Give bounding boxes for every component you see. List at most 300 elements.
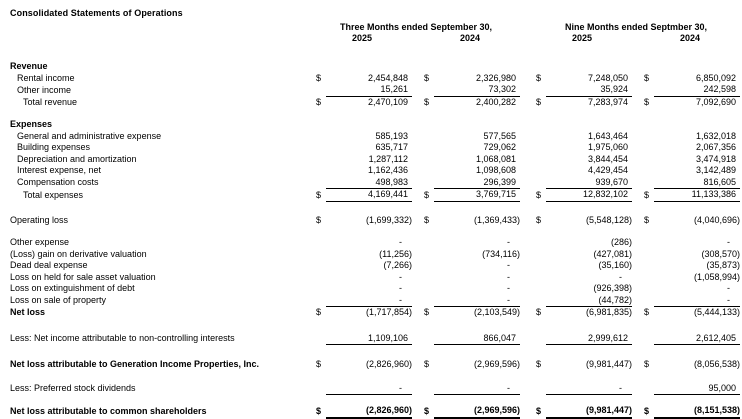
empty-cell: [640, 142, 654, 154]
value-cell: -: [546, 383, 632, 395]
spacer-row: [0, 395, 742, 406]
table-row: [0, 405, 742, 418]
table-row: [0, 283, 742, 295]
gap-cell: [412, 405, 420, 418]
table-row: [0, 295, 742, 307]
value-cell: -: [727, 237, 731, 247]
value-cell: 866,047: [434, 333, 520, 345]
gap-cell: [412, 154, 420, 166]
value-cell: 4,429,454: [587, 165, 629, 175]
gap-cell: [632, 73, 640, 85]
value-cell: 3,769,715: [434, 189, 520, 202]
row-label: Net loss attributable to common shareholders: [10, 406, 207, 416]
empty-cell: [532, 154, 546, 166]
spacer-row: [0, 319, 742, 333]
gap-cell: [632, 333, 640, 345]
empty-cell: [420, 283, 434, 295]
value-cell: (926,398): [593, 283, 633, 293]
gap-cell: [632, 189, 640, 202]
value-cell: 1,632,018: [695, 130, 737, 141]
gap-cell: [632, 96, 640, 108]
gap-cell: [520, 73, 532, 85]
value-cell: 7,248,050: [587, 72, 629, 83]
row-label: Total expenses: [23, 189, 84, 200]
gap-cell: [632, 283, 640, 295]
value-cell: (1,699,332): [365, 214, 412, 225]
empty-cell: [312, 165, 326, 177]
year-header: 2025: [572, 33, 593, 43]
table-row: [0, 96, 742, 108]
empty-cell: [640, 272, 654, 284]
value-cell: 1,098,608: [475, 165, 517, 175]
gap-cell: [632, 359, 640, 371]
spacer-row: [0, 108, 742, 119]
value-cell: 577,565: [483, 130, 517, 141]
empty-cell: [640, 165, 654, 177]
empty-cell: [420, 131, 434, 143]
empty-cell: [640, 383, 654, 395]
empty-cell: [312, 154, 326, 166]
empty-cell: [532, 142, 546, 154]
value-cell: -: [434, 383, 520, 395]
gap-cell: [520, 272, 532, 284]
empty-cell: [420, 165, 434, 177]
gap-cell: [632, 383, 640, 395]
empty-cell: [420, 84, 434, 96]
gap-cell: [520, 177, 532, 189]
gap-cell: [412, 96, 420, 108]
dollar-sign: $: [644, 189, 650, 200]
value-cell: 2,470,109: [367, 96, 408, 107]
gap-cell: [520, 359, 532, 371]
empty-cell: [532, 165, 546, 177]
gap-cell: [412, 383, 420, 395]
gap-cell: [412, 283, 420, 295]
value-cell: 7,092,690: [695, 96, 737, 107]
dollar-sign: $: [424, 96, 430, 107]
dollar-sign: $: [424, 214, 430, 225]
gap-cell: [412, 272, 420, 284]
empty-cell: [640, 283, 654, 295]
gap-cell: [412, 73, 420, 85]
header-gap: [632, 33, 640, 44]
empty-cell: [312, 131, 326, 143]
spacer-row: [0, 226, 742, 237]
value-cell: (9,981,447): [585, 359, 633, 369]
gap-cell: [520, 142, 532, 154]
value-cell: -: [326, 383, 412, 395]
value-cell: (2,103,549): [473, 307, 521, 317]
value-cell: (734,116): [482, 248, 521, 259]
gap-cell: [632, 165, 640, 177]
gap-cell: [632, 295, 640, 307]
statement-table: [0, 22, 742, 419]
row-label: Total revenue: [23, 96, 78, 107]
empty-cell: [312, 237, 326, 249]
row-label: Other income: [17, 84, 72, 95]
value-cell: (9,981,447): [546, 405, 632, 418]
section-header-row: [0, 119, 742, 131]
empty-cell: [312, 177, 326, 189]
empty-cell: [420, 142, 434, 154]
empty-cell: [312, 333, 326, 345]
spacer-cell: [0, 395, 742, 406]
header-bottom-spacer: [0, 44, 742, 61]
row-label: Loss on extinguishment of debt: [10, 283, 135, 293]
table-row: [0, 215, 742, 227]
value-cell: 4,169,441: [326, 189, 412, 202]
table-row: [0, 237, 742, 249]
empty-cell: [532, 272, 546, 284]
empty-cell: [640, 295, 654, 307]
value-cell: 2,999,612: [546, 333, 632, 345]
table-row: [0, 177, 742, 189]
value-cell: (2,826,960): [365, 359, 412, 369]
spacer-cell: [0, 371, 742, 383]
empty-cell: [640, 84, 654, 96]
empty-cell: [420, 260, 434, 272]
table-row: [0, 383, 742, 395]
empty-cell: [420, 177, 434, 189]
gap-cell: [412, 295, 420, 307]
gap-cell: [632, 272, 640, 284]
value-cell: (5,548,128): [585, 214, 633, 225]
gap-cell: [412, 333, 420, 345]
empty-cell: [312, 260, 326, 272]
gap-cell: [520, 165, 532, 177]
year-header: 2025: [351, 33, 373, 43]
value-cell: (8,056,538): [693, 359, 741, 369]
gap-cell: [632, 260, 640, 272]
period-header-nine-months: Nine Months ended Septmber 30,: [565, 22, 708, 32]
gap-cell: [520, 249, 532, 261]
dollar-sign: $: [644, 72, 650, 83]
value-cell: 6,850,092: [695, 72, 737, 83]
gap-cell: [520, 383, 532, 395]
value-cell: 939,670: [546, 177, 632, 189]
table-row: [0, 260, 742, 272]
table-row: [0, 142, 742, 154]
spacer-row: [0, 201, 742, 215]
gap-cell: [412, 237, 420, 249]
value-cell: (6,981,835): [585, 307, 633, 317]
spacer-cell: [0, 226, 742, 237]
value-cell: -: [399, 271, 402, 282]
empty-cell: [532, 249, 546, 261]
gap-cell: [412, 142, 420, 154]
empty-cell: [420, 295, 434, 307]
empty-cell: [640, 237, 654, 249]
value-cell: 1,162,436: [367, 165, 408, 175]
table-row: [0, 189, 742, 202]
value-cell: (35,873): [706, 260, 741, 270]
dollar-sign: $: [536, 406, 542, 416]
gap-cell: [632, 307, 640, 319]
gap-cell: [520, 131, 532, 143]
gap-cell: [412, 249, 420, 261]
gap-cell: [520, 260, 532, 272]
value-cell: -: [619, 271, 623, 282]
value-cell: (286): [611, 237, 633, 247]
row-label: Depreciation and amortization: [17, 153, 137, 164]
empty-cell: [420, 383, 434, 395]
dollar-sign: $: [424, 307, 430, 317]
value-cell: (2,826,960): [326, 405, 412, 418]
dollar-sign: $: [316, 359, 322, 369]
empty-cell: [312, 383, 326, 395]
header-gap: [520, 33, 532, 44]
dollar-sign: $: [316, 189, 322, 200]
value-cell: (7,266): [383, 260, 412, 270]
empty-cell: [420, 333, 434, 345]
table-row: [0, 249, 742, 261]
gap-cell: [412, 260, 420, 272]
spacer-cell: [0, 345, 742, 360]
row-label: Rental income: [17, 72, 75, 83]
gap-cell: [632, 154, 640, 166]
year-header: 2024: [459, 33, 481, 43]
dollar-sign: $: [536, 359, 542, 369]
gap-cell: [632, 131, 640, 143]
value-cell: (308,570): [701, 248, 741, 259]
table-body: [0, 61, 742, 418]
dollar-sign: $: [644, 214, 650, 225]
value-cell: 3,142,489: [695, 165, 737, 175]
dollar-sign: $: [644, 307, 650, 317]
dollar-sign: $: [536, 96, 542, 107]
dollar-sign: $: [644, 359, 650, 369]
gap-cell: [520, 189, 532, 202]
value-cell: 1,109,106: [326, 333, 412, 345]
gap-cell: [520, 84, 532, 96]
dollar-sign: $: [424, 359, 430, 369]
dollar-sign: $: [536, 189, 542, 200]
value-cell: -: [326, 295, 412, 307]
header-gap: [412, 33, 420, 44]
gap-cell: [520, 237, 532, 249]
gap-cell: [412, 215, 420, 227]
empty-cell: [312, 142, 326, 154]
value-cell: 585,193: [375, 130, 408, 141]
value-cell: 12,832,102: [546, 189, 632, 202]
row-label: Other expense: [10, 237, 70, 247]
dollar-sign: $: [316, 96, 322, 107]
empty-cell: [312, 249, 326, 261]
gap-cell: [412, 84, 420, 96]
dollar-sign: $: [644, 406, 650, 416]
dollar-sign: $: [424, 72, 430, 83]
empty-cell: [532, 283, 546, 295]
dollar-sign: $: [316, 307, 322, 317]
table-row: [0, 359, 742, 371]
empty-cell: [640, 333, 654, 345]
row-label: Less: Net income attributable to non-controlling interests: [10, 333, 235, 343]
header-gap: [520, 22, 532, 33]
spacer-cell: [0, 319, 742, 333]
gap-cell: [520, 283, 532, 295]
value-cell: 3,474,918: [695, 153, 737, 164]
value-cell: 1,068,081: [475, 153, 517, 164]
table-row: [0, 131, 742, 143]
dollar-sign: $: [644, 96, 650, 107]
dollar-sign: $: [536, 307, 542, 317]
gap-cell: [632, 177, 640, 189]
gap-cell: [520, 215, 532, 227]
value-cell: 15,261: [326, 84, 412, 96]
value-cell: 95,000: [654, 383, 740, 395]
value-cell: (1,717,854): [365, 307, 412, 317]
value-cell: (1,369,433): [473, 214, 521, 225]
value-cell: (4,040,696): [693, 214, 741, 225]
header-spacer: [0, 33, 312, 44]
value-cell: 635,717: [375, 142, 408, 152]
empty-cell: [532, 84, 546, 96]
empty-cell: [532, 177, 546, 189]
row-label: Net loss attributable to Generation Income Properties, Inc.: [10, 359, 260, 369]
empty-cell: [640, 177, 654, 189]
value-cell: (35,160): [598, 260, 633, 270]
value-cell: (2,969,596): [434, 405, 520, 418]
value-cell: -: [399, 237, 402, 247]
value-cell: (44,782): [546, 295, 632, 307]
empty-cell: [640, 131, 654, 143]
value-cell: -: [434, 295, 520, 307]
table-row: [0, 165, 742, 177]
year-header: 2024: [680, 33, 701, 43]
spacer-cell: [0, 201, 742, 215]
empty-cell: [312, 295, 326, 307]
value-cell: (11,256): [379, 248, 412, 259]
empty-cell: [640, 260, 654, 272]
dollar-sign: $: [424, 189, 430, 200]
empty-cell: [312, 84, 326, 96]
value-cell: -: [507, 283, 511, 293]
empty-cell: [420, 249, 434, 261]
value-cell: -: [507, 260, 511, 270]
dollar-sign: $: [424, 406, 430, 416]
table-row: [0, 333, 742, 345]
table-row: [0, 307, 742, 319]
empty-cell: [532, 131, 546, 143]
row-label: Less: Preferred stock dividends: [10, 383, 136, 393]
period-header-row: [0, 22, 742, 33]
gap-cell: [520, 333, 532, 345]
value-cell: (1,058,994): [693, 271, 741, 282]
dollar-sign: $: [536, 214, 542, 225]
gap-cell: [412, 307, 420, 319]
gap-cell: [412, 165, 420, 177]
gap-cell: [412, 359, 420, 371]
row-label: Compensation costs: [17, 177, 99, 187]
gap-cell: [520, 96, 532, 108]
value-cell: (5,444,133): [693, 307, 741, 317]
value-cell: 7,283,974: [587, 96, 629, 107]
value-cell: 1,643,464: [587, 130, 629, 141]
dollar-sign: $: [316, 406, 322, 416]
row-label: Loss on held for sale asset valuation: [10, 271, 156, 282]
empty-cell: [420, 237, 434, 249]
gap-cell: [412, 177, 420, 189]
value-cell: 11,133,386: [654, 189, 740, 202]
table-row: [0, 84, 742, 96]
table-header: [0, 22, 742, 61]
gap-cell: [412, 189, 420, 202]
gap-cell: [632, 237, 640, 249]
row-label: Loss on sale of property: [10, 295, 107, 305]
empty-cell: [532, 295, 546, 307]
value-cell: -: [507, 271, 511, 282]
value-cell: -: [654, 295, 740, 307]
dollar-sign: $: [536, 72, 542, 83]
dollar-sign: $: [316, 72, 322, 83]
table-row: [0, 73, 742, 85]
value-cell: 35,924: [546, 84, 632, 96]
value-cell: 498,983: [326, 177, 412, 189]
value-cell: 2,400,282: [475, 96, 517, 107]
row-label: Net loss: [10, 307, 46, 317]
gap-cell: [520, 154, 532, 166]
empty-cell: [532, 237, 546, 249]
empty-cell: [532, 333, 546, 345]
value-cell: (2,969,596): [473, 359, 521, 369]
gap-cell: [520, 307, 532, 319]
value-cell: 296,399: [434, 177, 520, 189]
gap-cell: [632, 215, 640, 227]
gap-cell: [520, 405, 532, 418]
value-cell: -: [727, 283, 731, 293]
value-cell: 729,062: [483, 142, 517, 152]
period-header-three-months: Three Months ended September 30,: [339, 22, 493, 32]
row-label: Revenue: [10, 61, 48, 71]
empty-cell: [640, 249, 654, 261]
empty-cell: [312, 272, 326, 284]
value-cell: (427,081): [593, 248, 633, 259]
section-header-row: [0, 61, 742, 73]
value-cell: 2,326,980: [475, 72, 517, 83]
value-cell: 1,975,060: [587, 142, 629, 152]
gap-cell: [632, 249, 640, 261]
gap-cell: [632, 405, 640, 418]
table-row: [0, 272, 742, 284]
value-cell: 3,844,454: [587, 153, 629, 164]
row-label: Expenses: [10, 119, 53, 129]
spacer-row: [0, 345, 742, 360]
empty-cell: [420, 154, 434, 166]
year-header-row: [0, 33, 742, 44]
row-label: Interest expense, net: [17, 165, 102, 175]
table-row: [0, 154, 742, 166]
value-cell: -: [399, 283, 402, 293]
empty-cell: [420, 272, 434, 284]
dollar-sign: $: [316, 214, 322, 225]
empty-cell: [532, 260, 546, 272]
value-cell: 2,067,356: [695, 142, 737, 152]
value-cell: 73,302: [434, 84, 520, 96]
empty-cell: [640, 154, 654, 166]
value-cell: (8,151,538): [654, 405, 740, 418]
row-label: Operating loss: [10, 214, 69, 225]
row-label: (Loss) gain on derivative valuation: [10, 248, 147, 259]
header-spacer: [0, 22, 312, 33]
row-label: Dead deal expense: [10, 260, 88, 270]
value-cell: 1,287,112: [368, 153, 408, 164]
spacer-row: [0, 371, 742, 383]
value-cell: 2,454,848: [367, 72, 408, 83]
empty-cell: [532, 383, 546, 395]
spacer-cell: [0, 108, 742, 119]
value-cell: 816,605: [654, 177, 740, 189]
value-cell: 2,612,405: [654, 333, 740, 345]
